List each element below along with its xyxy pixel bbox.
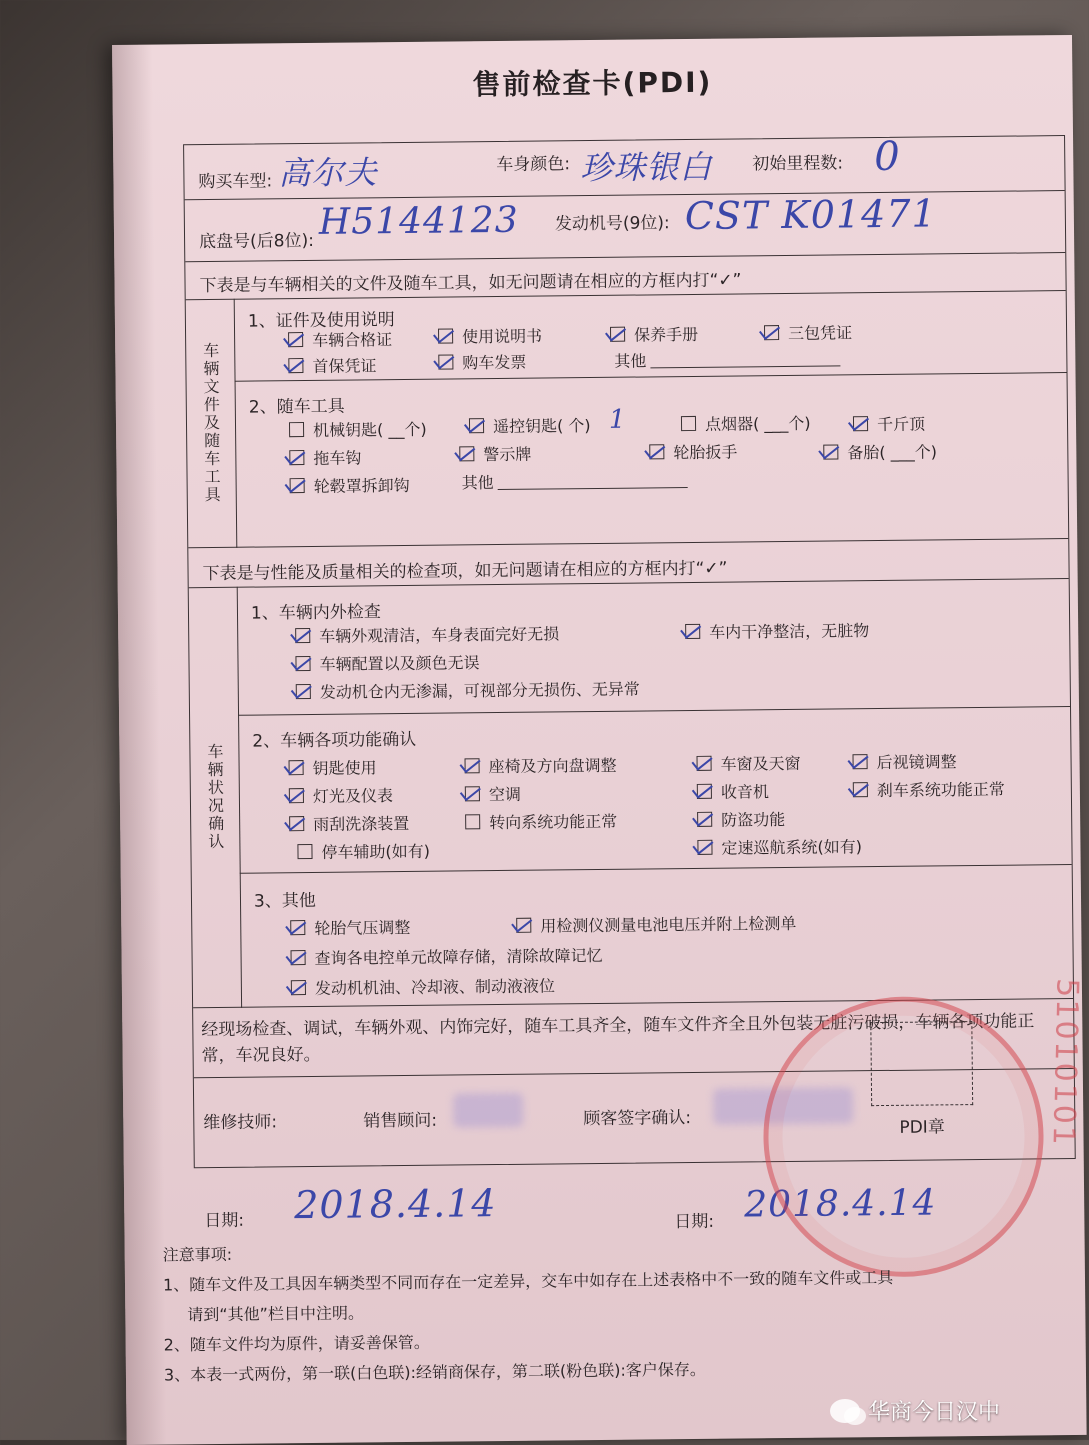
tool-remote-key[interactable]: 遥控钥匙( 个) xyxy=(469,413,591,437)
checkbox-icon[interactable] xyxy=(459,446,474,461)
remote-key-count: 1 xyxy=(608,404,627,435)
note-line-3: 3、本表一式两份，第一联(白色联):经销商保存，第二联(粉色联):客户保存。 xyxy=(163,1359,706,1385)
checkbox-icon[interactable] xyxy=(289,450,304,465)
checkbox-icon[interactable] xyxy=(853,782,868,797)
checkbox-icon[interactable] xyxy=(853,416,868,431)
checkbox-icon[interactable] xyxy=(852,754,867,769)
checkbox-icon[interactable] xyxy=(697,840,712,855)
tool-hubcap-hook[interactable]: 轮毂罩拆卸钩 xyxy=(290,473,410,497)
checkbox-icon[interactable] xyxy=(465,786,480,801)
quality-sec3-title: 3、其他 xyxy=(253,890,316,912)
mileage-label: 初始里程数: xyxy=(752,153,844,175)
notes-section xyxy=(163,1231,1055,1390)
docs-sec2-title: 2、随车工具 xyxy=(248,396,345,418)
note-line-1: 1、随车文件及工具因车辆类型不同而存在一定差异，交车中如存在上述表格中不一致的随车文件或工具 xyxy=(162,1267,894,1295)
docs-section-1 xyxy=(234,290,1067,382)
tool-mechanical-key[interactable]: 机械钥匙( __个) xyxy=(289,417,427,441)
docs-item-first-service[interactable]: 首保凭证 xyxy=(288,353,376,377)
checkbox-icon[interactable] xyxy=(465,758,480,773)
quality-note: 下表是与性能及质量相关的检查项，如无问题请在相应的方框内打“✓” xyxy=(202,558,728,585)
checkbox-icon[interactable] xyxy=(469,418,484,433)
docs-sec1-title: 1、证件及使用说明 xyxy=(247,310,395,332)
func-mirror[interactable]: 后视镜调整 xyxy=(852,749,956,773)
checkbox-icon[interactable] xyxy=(764,325,779,340)
checkbox-icon[interactable] xyxy=(438,354,453,369)
func-steering[interactable]: 转向系统功能正常 xyxy=(465,809,617,834)
checkbox-icon[interactable] xyxy=(681,416,696,431)
notes-title: 注意事项: xyxy=(162,1244,233,1265)
func-radio[interactable]: 收音机 xyxy=(697,779,769,803)
page-title: 售前检查卡(PDI) xyxy=(472,65,713,102)
other-ecu[interactable]: 查询各电控单元故障存储，清除故障记忆 xyxy=(290,943,602,969)
tool-wrench[interactable]: 轮胎扳手 xyxy=(649,440,737,464)
checkbox-icon[interactable] xyxy=(697,812,712,827)
checkbox-icon[interactable] xyxy=(295,628,310,643)
func-cruise[interactable]: 定速巡航系统(如有) xyxy=(697,834,862,859)
checkbox-icon[interactable] xyxy=(823,444,838,459)
chassis-label: 底盘号(后8位): xyxy=(198,230,315,253)
note-line-2: 2、随车文件均为原件，请妥善保管。 xyxy=(163,1332,430,1355)
checkbox-icon[interactable] xyxy=(697,756,712,771)
check-exterior[interactable]: 车辆外观清洁，车身表面完好无损 xyxy=(295,621,559,647)
tools-other-field[interactable]: 其他 xyxy=(461,468,687,493)
watermark: 华商今日汉中 xyxy=(830,1395,1000,1426)
checkbox-icon[interactable] xyxy=(290,920,305,935)
checkbox-icon[interactable] xyxy=(289,760,304,775)
check-engine-bay[interactable]: 发动机仓内无渗漏，可视部分无损伤、无异常 xyxy=(296,677,640,704)
docs-item-manual[interactable]: 使用说明书 xyxy=(438,324,542,348)
date-value-right: 2018.4.14 xyxy=(743,1182,937,1226)
mileage-value: 0 xyxy=(874,133,901,181)
model-value: 高尔夫 xyxy=(278,153,378,193)
chassis-engine-row xyxy=(185,190,1066,262)
other-battery[interactable]: 用检测仪测量电池电压并附上检测单 xyxy=(516,911,796,937)
date-value-left: 2018.4.14 xyxy=(293,1181,497,1228)
checkbox-icon[interactable] xyxy=(438,328,453,343)
checkbox-icon[interactable] xyxy=(289,816,304,831)
check-config[interactable]: 车辆配置以及颜色无误 xyxy=(295,650,479,675)
quality-side-label: 车辆状况确认 xyxy=(189,587,242,1008)
chassis-value: H5144123 xyxy=(318,199,519,243)
checkbox-icon[interactable] xyxy=(516,918,531,933)
func-brake[interactable]: 刹车系统功能正常 xyxy=(853,777,1005,802)
checkbox-icon[interactable] xyxy=(697,784,712,799)
date-label-left: 日期: xyxy=(204,1210,245,1232)
func-ac[interactable]: 空调 xyxy=(465,782,521,806)
checkbox-icon[interactable] xyxy=(610,327,625,342)
color-value: 珍珠银白 xyxy=(580,147,713,188)
docs-item-warranty[interactable]: 三包凭证 xyxy=(764,320,852,344)
quality-sec1-title: 1、车辆内外检查 xyxy=(250,602,381,624)
seal-number: 51010101 xyxy=(1045,977,1085,1148)
docs-side-label: 车辆文件及随车工具 xyxy=(186,299,238,548)
technician-label: 维修技师: xyxy=(203,1112,278,1134)
docs-note: 下表是与车辆相关的文件及随车工具，如无问题请在相应的方框内打“✓” xyxy=(199,270,742,297)
quality-section-2 xyxy=(238,706,1072,874)
wechat-icon xyxy=(830,1399,860,1423)
engine-value: CST K01471 xyxy=(684,191,937,239)
other-tire-pressure[interactable]: 轮胎气压调整 xyxy=(290,915,410,939)
redacted-sales-name xyxy=(453,1093,523,1128)
func-antitheft[interactable]: 防盗功能 xyxy=(697,807,785,831)
checkbox-icon[interactable] xyxy=(290,478,305,493)
quality-section-1 xyxy=(237,578,1070,716)
sales-label: 销售顾问: xyxy=(363,1110,438,1132)
docs-item-invoice[interactable]: 购车发票 xyxy=(438,350,526,374)
model-label: 购买车型: xyxy=(198,171,273,193)
docs-other-field[interactable]: 其他 xyxy=(614,346,840,371)
func-lights[interactable]: 灯光及仪表 xyxy=(289,783,393,807)
color-label: 车身颜色: xyxy=(496,154,571,176)
docs-item-certificate[interactable]: 车辆合格证 xyxy=(288,327,392,351)
check-interior[interactable]: 车内干净整洁，无脏物 xyxy=(685,618,869,643)
checkbox-icon[interactable] xyxy=(288,358,303,373)
tool-jack[interactable]: 千斤顶 xyxy=(853,412,925,436)
note-line-1b: 请到“其他”栏目中注明。 xyxy=(187,1303,365,1325)
pdi-stamp-label: PDI章 xyxy=(899,1117,945,1138)
func-key[interactable]: 钥匙使用 xyxy=(288,755,376,779)
tool-tow-hook[interactable]: 拖车钩 xyxy=(289,445,361,469)
func-parking[interactable]: 停车辅助(如有) xyxy=(297,839,430,863)
checkbox-icon[interactable] xyxy=(297,844,312,859)
docs-item-maintenance[interactable]: 保养手册 xyxy=(610,322,698,346)
checkbox-icon[interactable] xyxy=(295,656,310,671)
checkbox-icon[interactable] xyxy=(465,814,480,829)
checkbox-icon[interactable] xyxy=(291,950,306,965)
func-seat[interactable]: 座椅及方向盘调整 xyxy=(464,753,616,778)
engine-label: 发动机号(9位): xyxy=(554,213,670,235)
func-window[interactable]: 车窗及天窗 xyxy=(696,751,800,775)
tool-warning-sign[interactable]: 警示牌 xyxy=(459,442,531,466)
checkbox-icon[interactable] xyxy=(288,332,303,347)
summary-text: 经现场检查、调试，车辆外观、内饰完好，随车工具齐全，随车文件齐全且外包装无脏污破损，车辆各项功能正常，车况良好。 xyxy=(201,1011,1035,1067)
tool-lighter[interactable]: 点烟器( ___个) xyxy=(681,411,811,435)
date-label-right: 日期: xyxy=(674,1211,715,1233)
tool-spare-tire[interactable]: 备胎( ___个) xyxy=(823,439,937,463)
checkbox-icon[interactable] xyxy=(649,444,664,459)
other-fluids[interactable]: 发动机机油、冷却液、制动液液位 xyxy=(291,973,555,999)
func-wiper[interactable]: 雨刮洗涤装置 xyxy=(289,811,409,835)
quality-section-3 xyxy=(240,864,1073,1008)
checkbox-icon[interactable] xyxy=(289,788,304,803)
checkbox-icon[interactable] xyxy=(291,980,306,995)
checkbox-icon[interactable] xyxy=(289,422,304,437)
customer-label: 顾客签字确认: xyxy=(583,1108,692,1130)
docs-section-2 xyxy=(235,372,1069,548)
pdi-card-page xyxy=(112,35,1087,1445)
checkbox-icon[interactable] xyxy=(685,624,700,639)
checkbox-icon[interactable] xyxy=(296,684,311,699)
quality-sec2-title: 2、车辆各项功能确认 xyxy=(252,729,417,752)
